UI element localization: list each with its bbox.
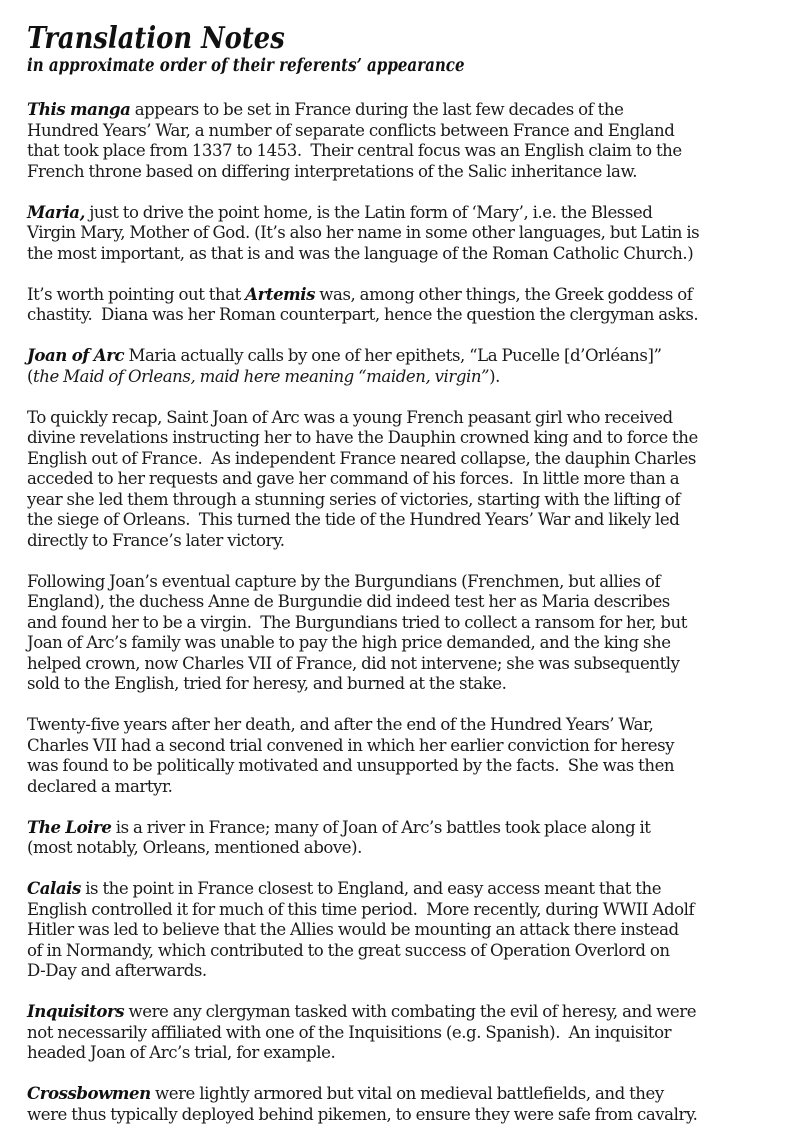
note-crossbowmen bbox=[27, 1083, 777, 1124]
note-line: not necessarily affiliated with one of the Inquisitions (e.g. Spanish). An inquisitor bbox=[27, 1021, 672, 1042]
translation-notes-page bbox=[27, 22, 777, 1145]
note-term: Joan of Arc bbox=[27, 345, 125, 365]
note-line: Hitler was led to believe that the Allies would be mounting an attack there instead bbox=[27, 919, 679, 939]
note-line: year she led them through a stunning series of victories, starting with the lifting of bbox=[27, 488, 681, 509]
note-joan-of-arc bbox=[27, 345, 777, 386]
note-line: To quickly recap, Saint Joan of Arc was a young French peasant girl who received bbox=[27, 406, 673, 427]
note-line: that took place from 1337 to 1453. Their central focus was an English claim to the bbox=[27, 140, 682, 160]
note-line: England), the duchess Anne de Burgundie did indeed test her as Maria describes bbox=[27, 591, 670, 611]
note-line: (the Maid of Orleans, maid here meaning “maiden, virgin”). bbox=[27, 365, 500, 386]
note-line: of in Normandy, which contributed to the great success of Operation Overlord on bbox=[27, 939, 670, 960]
note-term: This manga bbox=[27, 99, 131, 119]
note-term: The Loire bbox=[27, 816, 112, 837]
note-line: declared a martyr. bbox=[27, 775, 173, 796]
epithet-translation: the Maid of Orleans, maid here meaning “maiden, virgin” bbox=[33, 365, 490, 386]
note-capture bbox=[27, 571, 777, 694]
note-line: (most notably, Orleans, mentioned above). bbox=[27, 837, 362, 857]
note-term: Maria, bbox=[27, 201, 85, 222]
note-inquisitors bbox=[27, 1001, 777, 1063]
note-line: Maria, just to drive the point home, is the Latin form of ‘Mary’, i.e. the Blessed bbox=[27, 201, 653, 222]
note-term: Inquisitors bbox=[27, 1001, 125, 1021]
note-term: Calais bbox=[27, 878, 81, 898]
note-line: Joan of Arc’s family was unable to pay the high price demanded, and the king she bbox=[27, 632, 671, 652]
note-line: Joan of Arc Maria actually calls by one of her epithets, “La Pucelle [d’Orléans]” bbox=[27, 345, 662, 365]
note-line: was found to be politically motivated and unsupported by the facts. She was then bbox=[27, 755, 675, 775]
note-line: acceded to her requests and gave her command of his forces. In little more than a bbox=[27, 468, 680, 488]
note-line: The Loire is a river in France; many of Joan of Arc’s battles took place along it bbox=[27, 816, 651, 837]
note-line: French throne based on differing interpretations of the Salic inheritance law. bbox=[27, 160, 638, 181]
page-title: Translation Notes bbox=[27, 21, 285, 56]
note-line: English out of France. As independent France neared collapse, the dauphin Charles bbox=[27, 447, 696, 468]
note-line: helped crown, now Charles VII of France, did not intervene; she was subsequently bbox=[27, 652, 680, 673]
note-line: Hundred Years’ War, a number of separate conflicts between France and England bbox=[27, 119, 675, 140]
note-line: and found her to be a virgin. The Burgundians tried to collect a ransom for her, but bbox=[27, 611, 687, 632]
note-term: Artemis bbox=[245, 283, 315, 304]
note-this-manga bbox=[27, 99, 777, 181]
note-line: Inquisitors were any clergyman tasked with combating the evil of heresy, and were bbox=[27, 1001, 697, 1021]
note-line: the most important, as that is and was the language of the Roman Catholic Church.) bbox=[27, 242, 694, 263]
note-line: divine revelations instructing her to have the Dauphin crowned king and to force the bbox=[27, 427, 698, 447]
note-line: directly to France’s later victory. bbox=[27, 529, 285, 550]
note-line: Calais is the point in France closest to England, and easy access meant that the bbox=[27, 878, 662, 898]
note-maria bbox=[27, 202, 777, 264]
note-calais bbox=[27, 878, 777, 981]
note-line: Following Joan’s eventual capture by the Burgundians (Frenchmen, but allies of bbox=[27, 570, 661, 591]
note-line: Charles VII had a second trial convened in which her earlier conviction for heresy bbox=[27, 734, 675, 755]
note-line: Twenty-five years after her death, and after the end of the Hundred Years’ War, bbox=[27, 714, 654, 734]
note-line: D-Day and afterwards. bbox=[27, 960, 207, 980]
note-line: headed Joan of Arc’s trial, for example. bbox=[27, 1042, 336, 1062]
note-line: Crossbowmen were lightly armored but vital on medieval battlefields, and they bbox=[27, 1083, 664, 1103]
note-artemis bbox=[27, 284, 777, 325]
note-line: were thus typically deployed behind pikemen, to ensure they were safe from cavalry. bbox=[27, 1103, 698, 1124]
note-term: Crossbowmen bbox=[27, 1083, 151, 1103]
note-line: chastity. Diana was her Roman counterpart, hence the question the clergyman asks. bbox=[27, 304, 699, 324]
page-subtitle: in approximate order of their referents’ appearance bbox=[27, 56, 465, 76]
note-line: sold to the English, tried for heresy, and burned at the stake. bbox=[27, 673, 507, 693]
note-the-loire bbox=[27, 817, 777, 858]
note-line: Virgin Mary, Mother of God. (It’s also her name in some other languages, but Latin is bbox=[27, 222, 700, 242]
note-line: English controlled it for much of this time period. More recently, during WWII Adolf bbox=[27, 898, 695, 919]
note-recap bbox=[27, 407, 777, 551]
note-line: It’s worth pointing out that Artemis was, among other things, the Greek goddess of bbox=[27, 283, 693, 304]
note-line: the siege of Orleans. This turned the tide of the Hundred Years’ War and likely led bbox=[27, 509, 680, 529]
note-line: This manga appears to be set in France during the last few decades of the bbox=[27, 99, 624, 119]
note-retrial bbox=[27, 714, 777, 796]
